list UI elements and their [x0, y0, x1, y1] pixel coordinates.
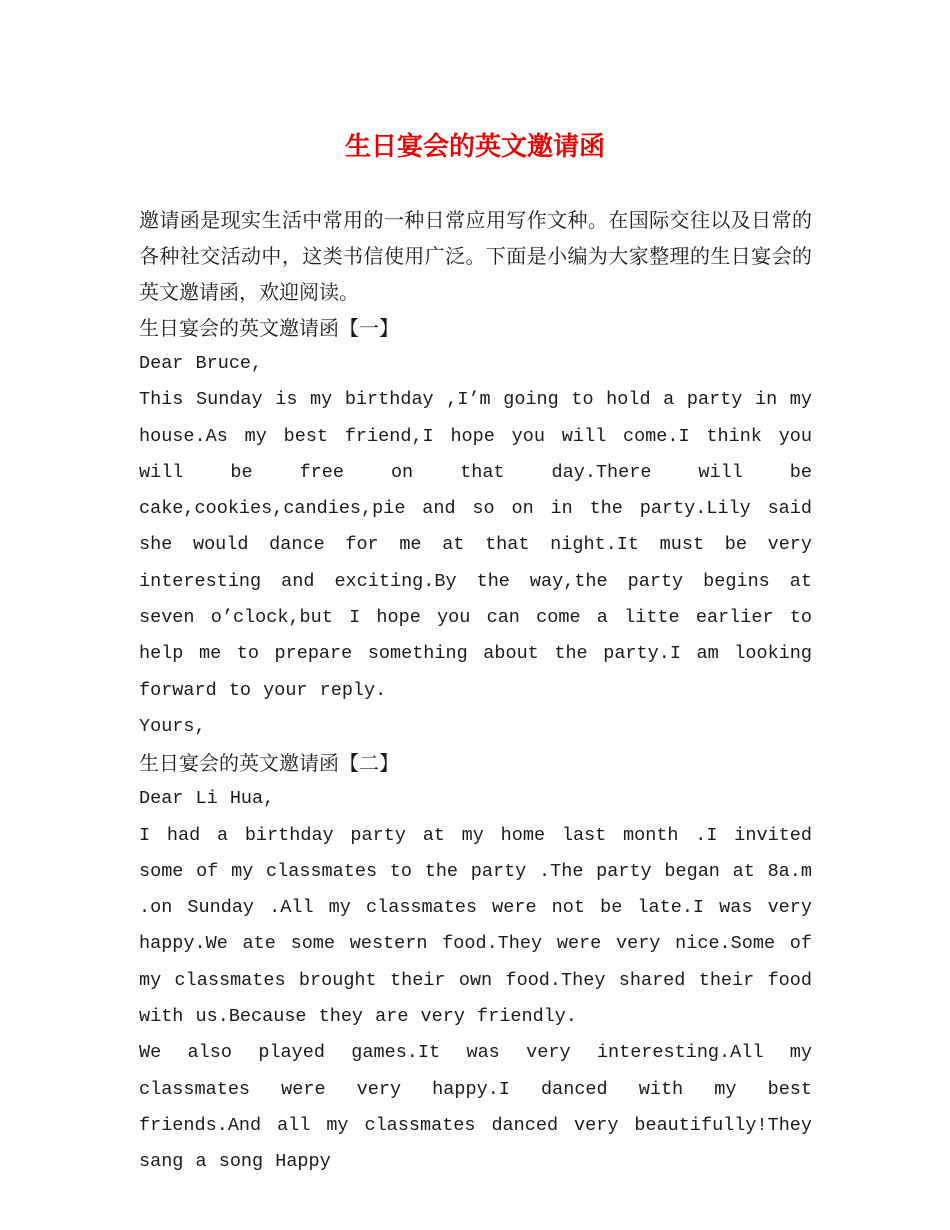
letter2-salutation: Dear Li Hua,	[139, 788, 275, 810]
document-body	[139, 202, 812, 1181]
intro-paragraph: 邀请函是现实生活中常用的一种日常应用写作文种。在国际交往以及日常的各种社交活动中，这类书信使用广泛。下面是小编为大家整理的生日宴会的英文邀请函，欢迎阅读。	[139, 208, 812, 304]
letter1-heading: 生日宴会的英文邀请函【一】	[139, 316, 399, 340]
letter2-body-paragraph-1: I had a birthday party at my home last month .I invited some of my classmates to the party .The party began at 8a.m .on Sunday .All my classmates were not be late.I was very happy.We ate some western food.They were very nice.Some of my classmates brought their own food.They shared their food with us.Because they are very friendly.	[139, 824, 812, 1028]
letter1-closing: Yours,	[139, 715, 206, 737]
letter2-heading: 生日宴会的英文邀请函【二】	[139, 751, 399, 776]
document-title: 生日宴会的英文邀请函	[344, 132, 605, 162]
letter1-body: This Sunday is my birthday ,I’m going to hold a party in my house.As my best friend,I hope you will come.I think you will be free on that day.There will be cake,cookies,candies,pie and so on in the party.Lily said she would dance for me at that night.It must be very interesting and exciting.By the way,the party begins at seven o’clock,but I hope you can come a litte earlier to help me to prepare something about the party.I am looking forward to your reply.	[139, 389, 812, 701]
letter2-body-paragraph-2: We also played games.It was very interesting.All my classmates were very happy.I danced with my best friends.And all my classmates danced very beautifully!They sang a song Happy	[139, 1042, 812, 1173]
letter1-salutation: Dear Bruce,	[139, 353, 263, 374]
